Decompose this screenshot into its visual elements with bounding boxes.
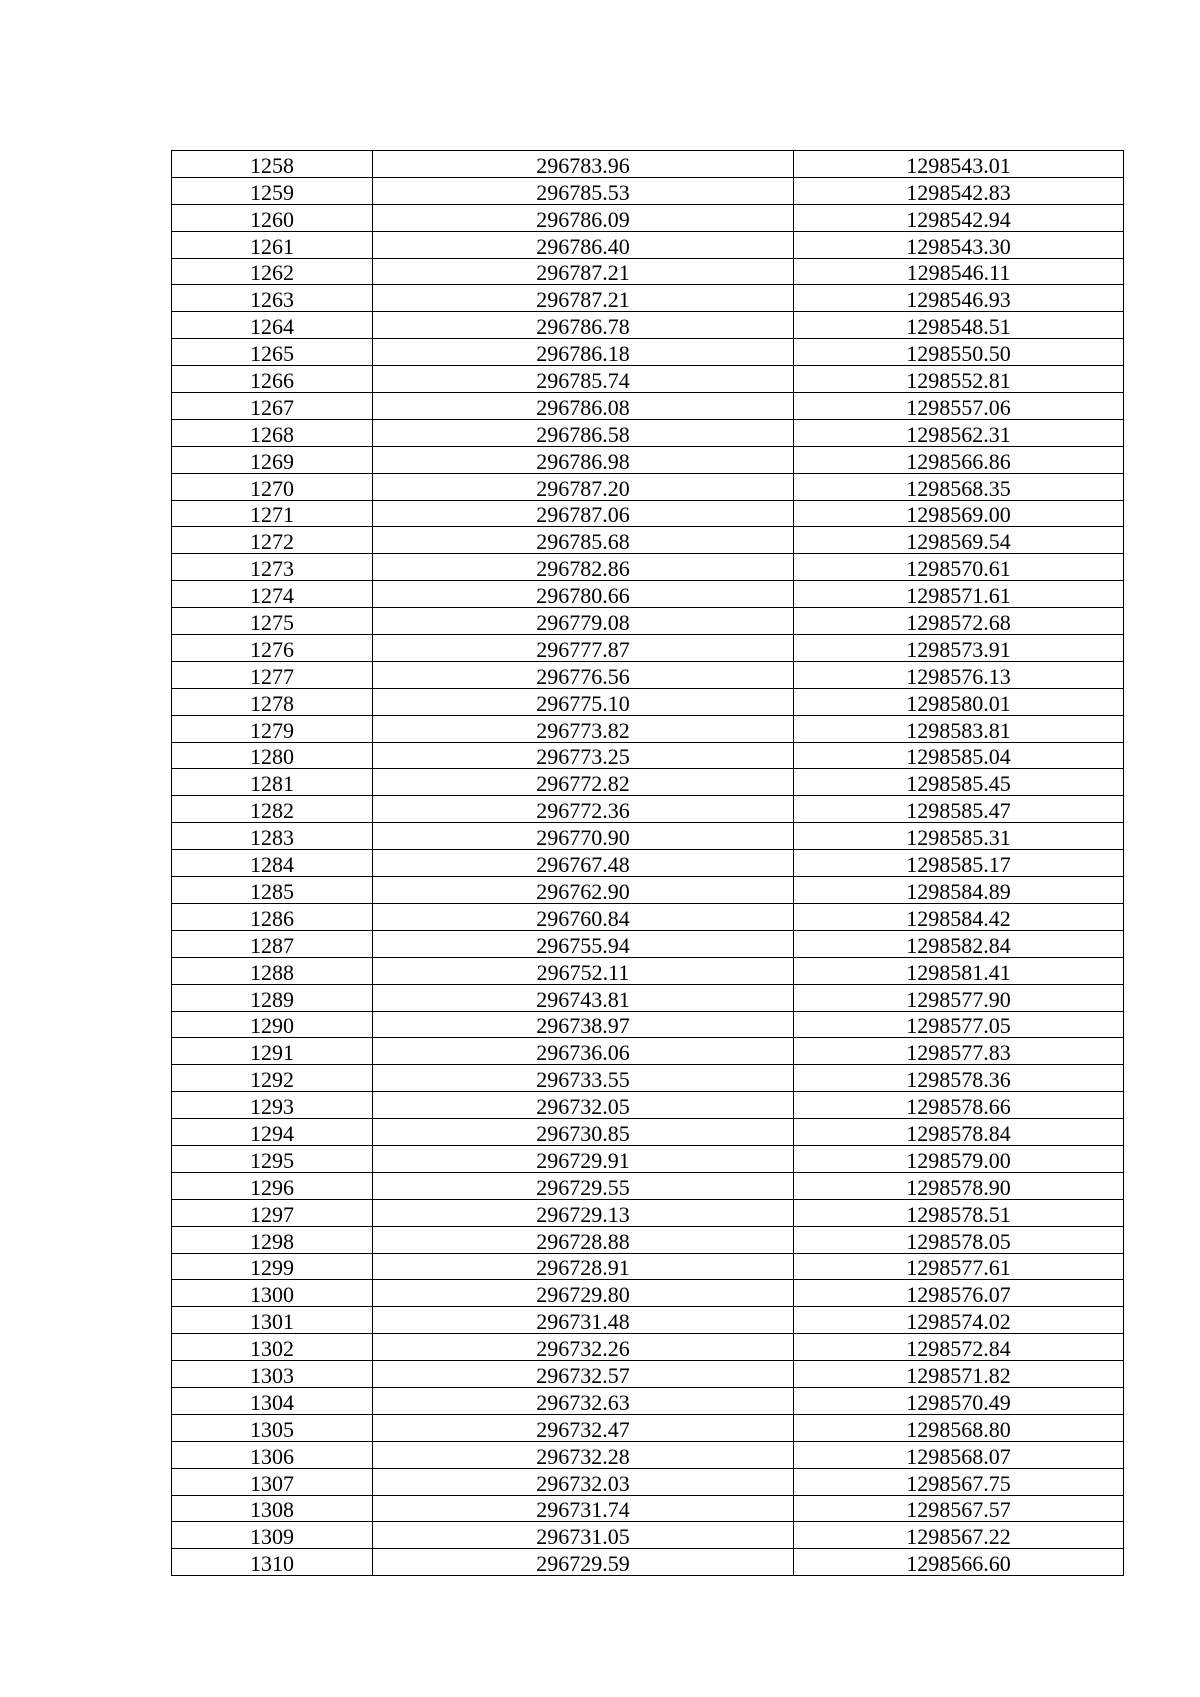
- point-number-cell: 1269: [172, 446, 373, 473]
- x-coordinate-cell: 296729.80: [373, 1280, 794, 1307]
- table-row: [172, 1226, 1124, 1253]
- y-coordinate-cell: 1298570.61: [794, 554, 1124, 581]
- x-coordinate-cell: 296731.74: [373, 1495, 794, 1522]
- point-number-cell: 1284: [172, 850, 373, 877]
- point-number-cell: 1309: [172, 1522, 373, 1549]
- y-coordinate-cell: 1298580.01: [794, 688, 1124, 715]
- table-row: [172, 151, 1124, 178]
- point-number-cell: 1285: [172, 877, 373, 904]
- y-coordinate-cell: 1298571.82: [794, 1361, 1124, 1388]
- y-coordinate-cell: 1298585.17: [794, 850, 1124, 877]
- y-coordinate-cell: 1298566.60: [794, 1549, 1124, 1576]
- table-row: [172, 1522, 1124, 1549]
- table-row: [172, 473, 1124, 500]
- point-number-cell: 1290: [172, 1011, 373, 1038]
- y-coordinate-cell: 1298571.61: [794, 581, 1124, 608]
- x-coordinate-cell: 296732.28: [373, 1441, 794, 1468]
- y-coordinate-cell: 1298566.86: [794, 446, 1124, 473]
- y-coordinate-cell: 1298574.02: [794, 1307, 1124, 1334]
- point-number-cell: 1306: [172, 1441, 373, 1468]
- x-coordinate-cell: 296755.94: [373, 930, 794, 957]
- table-row: [172, 1468, 1124, 1495]
- x-coordinate-cell: 296783.96: [373, 151, 794, 178]
- point-number-cell: 1297: [172, 1199, 373, 1226]
- x-coordinate-cell: 296777.87: [373, 635, 794, 662]
- point-number-cell: 1293: [172, 1092, 373, 1119]
- x-coordinate-cell: 296787.21: [373, 285, 794, 312]
- point-number-cell: 1276: [172, 635, 373, 662]
- x-coordinate-cell: 296785.74: [373, 366, 794, 393]
- x-coordinate-cell: 296772.82: [373, 769, 794, 796]
- point-number-cell: 1310: [172, 1549, 373, 1576]
- y-coordinate-cell: 1298542.94: [794, 204, 1124, 231]
- point-number-cell: 1274: [172, 581, 373, 608]
- x-coordinate-cell: 296767.48: [373, 850, 794, 877]
- coordinate-table-body: [172, 151, 1124, 1576]
- x-coordinate-cell: 296786.58: [373, 419, 794, 446]
- x-coordinate-cell: 296729.91: [373, 1145, 794, 1172]
- x-coordinate-cell: 296782.86: [373, 554, 794, 581]
- y-coordinate-cell: 1298581.41: [794, 957, 1124, 984]
- table-row: [172, 419, 1124, 446]
- x-coordinate-cell: 296785.53: [373, 177, 794, 204]
- table-row: [172, 1065, 1124, 1092]
- table-row: [172, 554, 1124, 581]
- y-coordinate-cell: 1298568.35: [794, 473, 1124, 500]
- point-number-cell: 1273: [172, 554, 373, 581]
- y-coordinate-cell: 1298546.93: [794, 285, 1124, 312]
- x-coordinate-cell: 296733.55: [373, 1065, 794, 1092]
- point-number-cell: 1279: [172, 715, 373, 742]
- y-coordinate-cell: 1298572.68: [794, 608, 1124, 635]
- y-coordinate-cell: 1298576.07: [794, 1280, 1124, 1307]
- x-coordinate-cell: 296743.81: [373, 984, 794, 1011]
- y-coordinate-cell: 1298543.30: [794, 231, 1124, 258]
- x-coordinate-cell: 296787.21: [373, 258, 794, 285]
- x-coordinate-cell: 296732.05: [373, 1092, 794, 1119]
- x-coordinate-cell: 296787.06: [373, 500, 794, 527]
- y-coordinate-cell: 1298585.45: [794, 769, 1124, 796]
- y-coordinate-cell: 1298562.31: [794, 419, 1124, 446]
- x-coordinate-cell: 296786.08: [373, 393, 794, 420]
- point-number-cell: 1263: [172, 285, 373, 312]
- point-number-cell: 1300: [172, 1280, 373, 1307]
- point-number-cell: 1295: [172, 1145, 373, 1172]
- table-row: [172, 608, 1124, 635]
- point-number-cell: 1288: [172, 957, 373, 984]
- table-row: [172, 850, 1124, 877]
- x-coordinate-cell: 296738.97: [373, 1011, 794, 1038]
- y-coordinate-cell: 1298542.83: [794, 177, 1124, 204]
- point-number-cell: 1292: [172, 1065, 373, 1092]
- point-number-cell: 1267: [172, 393, 373, 420]
- table-row: [172, 1011, 1124, 1038]
- table-row: [172, 366, 1124, 393]
- y-coordinate-cell: 1298543.01: [794, 151, 1124, 178]
- point-number-cell: 1266: [172, 366, 373, 393]
- point-number-cell: 1287: [172, 930, 373, 957]
- table-row: [172, 715, 1124, 742]
- point-number-cell: 1299: [172, 1253, 373, 1280]
- point-number-cell: 1305: [172, 1414, 373, 1441]
- table-row: [172, 1119, 1124, 1146]
- x-coordinate-cell: 296729.13: [373, 1199, 794, 1226]
- table-row: [172, 581, 1124, 608]
- table-row: [172, 177, 1124, 204]
- point-number-cell: 1272: [172, 527, 373, 554]
- table-row: [172, 903, 1124, 930]
- x-coordinate-cell: 296779.08: [373, 608, 794, 635]
- x-coordinate-cell: 296731.05: [373, 1522, 794, 1549]
- y-coordinate-cell: 1298583.81: [794, 715, 1124, 742]
- y-coordinate-cell: 1298585.47: [794, 796, 1124, 823]
- table-row: [172, 527, 1124, 554]
- table-row: [172, 742, 1124, 769]
- table-row: [172, 1280, 1124, 1307]
- y-coordinate-cell: 1298569.54: [794, 527, 1124, 554]
- table-row: [172, 823, 1124, 850]
- x-coordinate-cell: 296787.20: [373, 473, 794, 500]
- y-coordinate-cell: 1298579.00: [794, 1145, 1124, 1172]
- y-coordinate-cell: 1298572.84: [794, 1334, 1124, 1361]
- x-coordinate-cell: 296728.88: [373, 1226, 794, 1253]
- x-coordinate-cell: 296752.11: [373, 957, 794, 984]
- x-coordinate-cell: 296760.84: [373, 903, 794, 930]
- x-coordinate-cell: 296732.03: [373, 1468, 794, 1495]
- y-coordinate-cell: 1298585.04: [794, 742, 1124, 769]
- coordinate-table: [171, 150, 1124, 1576]
- point-number-cell: 1302: [172, 1334, 373, 1361]
- y-coordinate-cell: 1298552.81: [794, 366, 1124, 393]
- table-row: [172, 446, 1124, 473]
- table-row: [172, 877, 1124, 904]
- x-coordinate-cell: 296776.56: [373, 661, 794, 688]
- point-number-cell: 1307: [172, 1468, 373, 1495]
- point-number-cell: 1283: [172, 823, 373, 850]
- table-row: [172, 204, 1124, 231]
- point-number-cell: 1289: [172, 984, 373, 1011]
- table-row: [172, 1441, 1124, 1468]
- table-row: [172, 1387, 1124, 1414]
- table-row: [172, 957, 1124, 984]
- y-coordinate-cell: 1298577.90: [794, 984, 1124, 1011]
- x-coordinate-cell: 296732.57: [373, 1361, 794, 1388]
- table-row: [172, 1199, 1124, 1226]
- y-coordinate-cell: 1298577.61: [794, 1253, 1124, 1280]
- y-coordinate-cell: 1298567.75: [794, 1468, 1124, 1495]
- y-coordinate-cell: 1298584.42: [794, 903, 1124, 930]
- table-row: [172, 312, 1124, 339]
- x-coordinate-cell: 296786.40: [373, 231, 794, 258]
- x-coordinate-cell: 296732.26: [373, 1334, 794, 1361]
- y-coordinate-cell: 1298577.05: [794, 1011, 1124, 1038]
- table-row: [172, 984, 1124, 1011]
- point-number-cell: 1282: [172, 796, 373, 823]
- x-coordinate-cell: 296786.78: [373, 312, 794, 339]
- y-coordinate-cell: 1298567.22: [794, 1522, 1124, 1549]
- x-coordinate-cell: 296786.18: [373, 339, 794, 366]
- y-coordinate-cell: 1298568.07: [794, 1441, 1124, 1468]
- point-number-cell: 1286: [172, 903, 373, 930]
- y-coordinate-cell: 1298568.80: [794, 1414, 1124, 1441]
- point-number-cell: 1260: [172, 204, 373, 231]
- point-number-cell: 1278: [172, 688, 373, 715]
- y-coordinate-cell: 1298546.11: [794, 258, 1124, 285]
- table-row: [172, 1038, 1124, 1065]
- y-coordinate-cell: 1298573.91: [794, 635, 1124, 662]
- x-coordinate-cell: 296773.82: [373, 715, 794, 742]
- table-row: [172, 1549, 1124, 1576]
- table-row: [172, 661, 1124, 688]
- table-row: [172, 285, 1124, 312]
- table-row: [172, 1334, 1124, 1361]
- table-row: [172, 339, 1124, 366]
- table-row: [172, 393, 1124, 420]
- y-coordinate-cell: 1298569.00: [794, 500, 1124, 527]
- table-row: [172, 500, 1124, 527]
- point-number-cell: 1296: [172, 1172, 373, 1199]
- y-coordinate-cell: 1298557.06: [794, 393, 1124, 420]
- x-coordinate-cell: 296729.55: [373, 1172, 794, 1199]
- y-coordinate-cell: 1298578.05: [794, 1226, 1124, 1253]
- table-row: [172, 688, 1124, 715]
- y-coordinate-cell: 1298550.50: [794, 339, 1124, 366]
- point-number-cell: 1275: [172, 608, 373, 635]
- point-number-cell: 1308: [172, 1495, 373, 1522]
- point-number-cell: 1281: [172, 769, 373, 796]
- point-number-cell: 1265: [172, 339, 373, 366]
- x-coordinate-cell: 296786.98: [373, 446, 794, 473]
- y-coordinate-cell: 1298578.36: [794, 1065, 1124, 1092]
- table-row: [172, 258, 1124, 285]
- table-row: [172, 769, 1124, 796]
- x-coordinate-cell: 296785.68: [373, 527, 794, 554]
- x-coordinate-cell: 296730.85: [373, 1119, 794, 1146]
- x-coordinate-cell: 296780.66: [373, 581, 794, 608]
- x-coordinate-cell: 296770.90: [373, 823, 794, 850]
- table-row: [172, 796, 1124, 823]
- y-coordinate-cell: 1298585.31: [794, 823, 1124, 850]
- point-number-cell: 1301: [172, 1307, 373, 1334]
- point-number-cell: 1277: [172, 661, 373, 688]
- x-coordinate-cell: 296773.25: [373, 742, 794, 769]
- table-row: [172, 1495, 1124, 1522]
- point-number-cell: 1294: [172, 1119, 373, 1146]
- y-coordinate-cell: 1298578.90: [794, 1172, 1124, 1199]
- table-row: [172, 231, 1124, 258]
- x-coordinate-cell: 296728.91: [373, 1253, 794, 1280]
- x-coordinate-cell: 296736.06: [373, 1038, 794, 1065]
- x-coordinate-cell: 296732.47: [373, 1414, 794, 1441]
- table-row: [172, 1092, 1124, 1119]
- x-coordinate-cell: 296775.10: [373, 688, 794, 715]
- table-row: [172, 930, 1124, 957]
- x-coordinate-cell: 296729.59: [373, 1549, 794, 1576]
- point-number-cell: 1291: [172, 1038, 373, 1065]
- y-coordinate-cell: 1298577.83: [794, 1038, 1124, 1065]
- point-number-cell: 1259: [172, 177, 373, 204]
- y-coordinate-cell: 1298576.13: [794, 661, 1124, 688]
- point-number-cell: 1264: [172, 312, 373, 339]
- x-coordinate-cell: 296732.63: [373, 1387, 794, 1414]
- table-row: [172, 1145, 1124, 1172]
- y-coordinate-cell: 1298582.84: [794, 930, 1124, 957]
- table-row: [172, 635, 1124, 662]
- y-coordinate-cell: 1298567.57: [794, 1495, 1124, 1522]
- point-number-cell: 1268: [172, 419, 373, 446]
- point-number-cell: 1280: [172, 742, 373, 769]
- y-coordinate-cell: 1298584.89: [794, 877, 1124, 904]
- x-coordinate-cell: 296762.90: [373, 877, 794, 904]
- point-number-cell: 1262: [172, 258, 373, 285]
- point-number-cell: 1258: [172, 151, 373, 178]
- y-coordinate-cell: 1298578.66: [794, 1092, 1124, 1119]
- table-row: [172, 1307, 1124, 1334]
- point-number-cell: 1298: [172, 1226, 373, 1253]
- x-coordinate-cell: 296731.48: [373, 1307, 794, 1334]
- point-number-cell: 1303: [172, 1361, 373, 1388]
- y-coordinate-cell: 1298578.84: [794, 1119, 1124, 1146]
- point-number-cell: 1271: [172, 500, 373, 527]
- y-coordinate-cell: 1298578.51: [794, 1199, 1124, 1226]
- x-coordinate-cell: 296772.36: [373, 796, 794, 823]
- table-row: [172, 1253, 1124, 1280]
- table-row: [172, 1361, 1124, 1388]
- point-number-cell: 1270: [172, 473, 373, 500]
- point-number-cell: 1261: [172, 231, 373, 258]
- table-row: [172, 1414, 1124, 1441]
- y-coordinate-cell: 1298548.51: [794, 312, 1124, 339]
- table-row: [172, 1172, 1124, 1199]
- y-coordinate-cell: 1298570.49: [794, 1387, 1124, 1414]
- point-number-cell: 1304: [172, 1387, 373, 1414]
- x-coordinate-cell: 296786.09: [373, 204, 794, 231]
